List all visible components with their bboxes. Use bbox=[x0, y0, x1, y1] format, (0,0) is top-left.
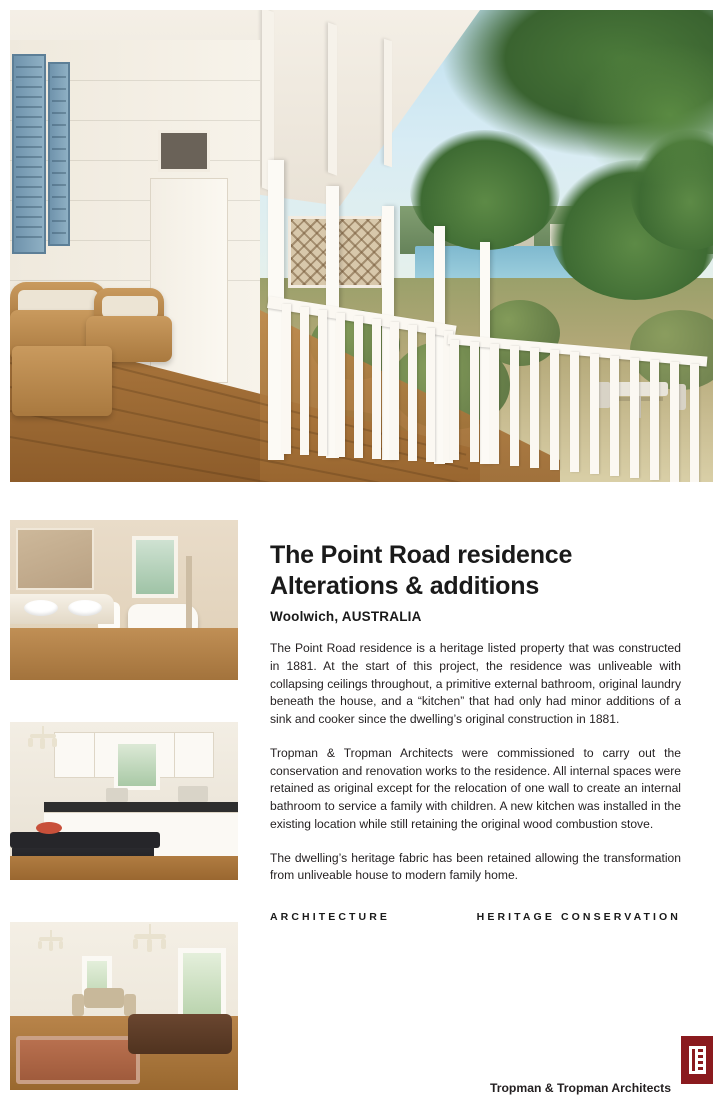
living-room-window bbox=[178, 948, 226, 1022]
tree-canopy bbox=[570, 40, 713, 190]
page-title-line1: The Point Road residence bbox=[270, 541, 573, 569]
body-paragraph-3: The dwelling’s heritage fabric has been retained allowing the transformation from unliveable house to modern family home. bbox=[270, 850, 681, 883]
kettle bbox=[106, 788, 128, 802]
window-shutter bbox=[48, 62, 70, 246]
hero-image bbox=[10, 10, 713, 482]
ceiling-beam bbox=[328, 22, 337, 175]
tropman-logo bbox=[681, 1036, 713, 1084]
cabinet-divider bbox=[94, 732, 95, 778]
body-paragraph-1: The Point Road residence is a heritage listed property that was constructed in 1881. At the start of this project, the residence was unliveable with collapsing ceilings throughout, a primitive external bathroom, original laundry beneath the house, and a “kitchen” that had only had minor additions of a sink and cooker since the dwelling’s original construction in 1881. bbox=[270, 641, 681, 727]
chandelier bbox=[26, 726, 60, 752]
ceiling-beam bbox=[384, 39, 392, 168]
balusters bbox=[266, 300, 466, 460]
stone-benchtop bbox=[44, 802, 238, 812]
bathroom-mirror bbox=[16, 528, 94, 590]
dining-chair bbox=[72, 994, 84, 1016]
tag-heritage-conservation: HERITAGE CONSERVATION bbox=[476, 911, 681, 924]
area-rug bbox=[16, 1036, 140, 1084]
kitchen-window bbox=[114, 740, 160, 790]
basin bbox=[68, 600, 102, 616]
window-shutter bbox=[12, 54, 46, 254]
balusters bbox=[446, 338, 713, 468]
wicker-chair-base bbox=[12, 346, 112, 416]
article-content bbox=[270, 540, 681, 923]
thumbnail-living-room bbox=[10, 922, 238, 1090]
kitchen-floor bbox=[10, 856, 238, 880]
bathroom-window bbox=[132, 536, 178, 598]
island-benchtop bbox=[10, 832, 160, 848]
fruit-bowl bbox=[36, 822, 62, 834]
logo-mark-icon bbox=[689, 1046, 706, 1074]
hero-scene bbox=[10, 10, 713, 482]
thumbnail-bathroom bbox=[10, 520, 238, 680]
toaster bbox=[178, 786, 208, 802]
towel-rail bbox=[186, 556, 192, 632]
chandelier bbox=[36, 930, 66, 954]
dining-table bbox=[84, 988, 124, 1008]
thumbnail-kitchen bbox=[10, 722, 238, 880]
leather-sofa bbox=[128, 1014, 232, 1054]
cabinet-divider bbox=[174, 732, 175, 778]
page-title-line2: Alterations & additions bbox=[270, 571, 540, 600]
chandelier bbox=[130, 924, 170, 954]
page-title bbox=[270, 540, 681, 601]
bathroom-floor bbox=[10, 628, 238, 680]
basin bbox=[24, 600, 58, 616]
footer-company-name: Tropman & Tropman Architects bbox=[489, 1081, 671, 1095]
tag-architecture: ARCHITECTURE bbox=[270, 911, 391, 924]
cushion bbox=[102, 296, 158, 318]
dining-chair bbox=[124, 994, 136, 1016]
location-subtitle: Woolwich, AUSTRALIA bbox=[270, 609, 422, 624]
discipline-tags bbox=[270, 911, 681, 923]
ceiling-vent bbox=[158, 130, 210, 172]
body-paragraph-2: Tropman & Tropman Architects were commissioned to carry out the conservation and renovation works to the residence. All internal spaces were retained as original except for the relocation of one wall to create an internal bathroom to service a family with children. A new kitchen was installed in the existing location while still retaining the original wood combustion stove. bbox=[270, 745, 681, 831]
